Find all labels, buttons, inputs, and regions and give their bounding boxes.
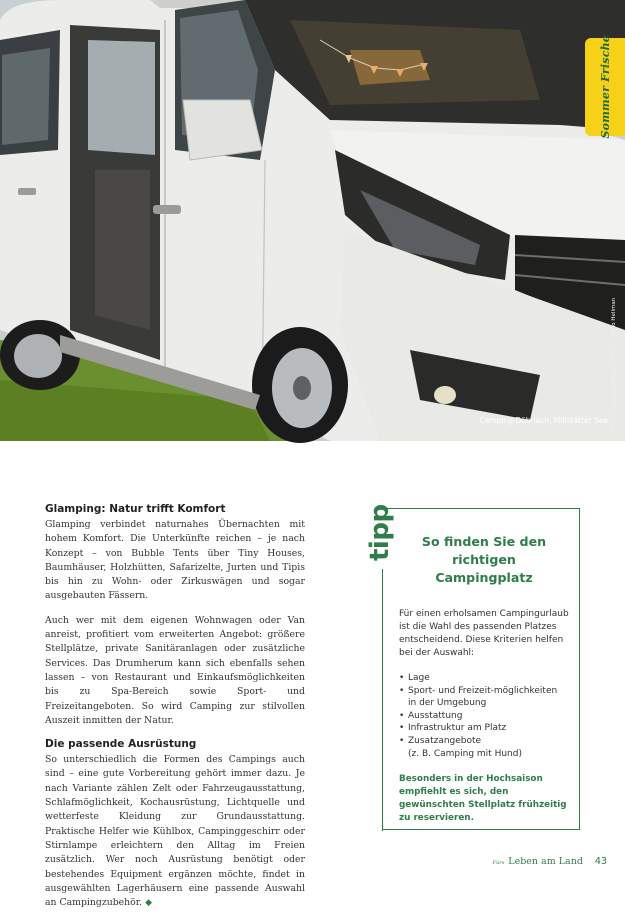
end-mark-icon: ◆ — [145, 898, 153, 909]
article-paragraph-2: Auch wer mit dem eigenen Wohnwagen oder Van anreist, profitiert vom erweiterten Angebot: größere Stellplätze, private Sanitäranlagen oder zusätzliche Services. Das Drumherum kann sich ebenfalls sehen lassen – von Restaurant und Einkaufsmöglichkeiten bis zu Spa-Bereich sowie Sport- und Freizeitangeboten. So wird Camping zur stilvollen Auszeit inmitten der Natur. — [45, 614, 305, 726]
article-paragraph-3-text: So unterschiedlich die Formen des Campings auch sind – eine gute Vorbereitung gehört immer dazu. Je nach Variante zählen Zelt oder Fahrzeugausstattung, Schlafmöglichkeit, Kochausrüstung, Lichtquelle und wetterfeste Kleidung zur Grundausstattung. Praktische Helfer wie Kühlbox, Campinggeschirr oder Stirnlampe erleichtern den Alltag im Freien zusätzlich. Wer noch Ausrüstung benötigt oder bestehendes Equipment ergänzen möchte, findet in ausgewählten Lagerhäusern eine passende Auswahl an Campingzubehör. — [45, 754, 305, 909]
article-heading-equipment: Die passende Ausrüstung — [45, 738, 197, 751]
list-item: • Lage — [399, 672, 571, 685]
article-heading-glamping: Glamping: Natur trifft Komfort — [45, 503, 226, 515]
brand-tab — [585, 35, 625, 139]
article-column — [45, 503, 305, 920]
list-item: • Zusatzangebote — [399, 735, 571, 748]
list-item: (z. B. Camping mit Hund) — [408, 748, 522, 759]
hero-photo — [0, 0, 625, 441]
list-item: • Infrastruktur am Platz — [399, 722, 571, 735]
photo-caption: Camping Döbriach, Millstätter See — [479, 416, 608, 425]
list-item: • Sport- und Freizeit-möglichkeiten — [399, 685, 571, 698]
tip-note: Besonders in der Hochsaison empfiehlt es sich, den gewünschten Stellplatz frühzeitig zu reservieren. — [399, 774, 567, 823]
tip-criteria-list — [399, 672, 571, 760]
tip-title: So finden Sie den richtigen Campingplatz — [421, 534, 547, 585]
tip-label: tipp — [365, 504, 395, 562]
tip-intro: Für einen erholsamen Campingurlaub ist die Wahl des passenden Platzes entscheidend. Diese Kriterien helfen bei der Auswahl: — [399, 609, 569, 658]
camper-van-illustration — [0, 0, 625, 441]
footer-magazine-title: Leben am Land — [508, 856, 583, 867]
footer-brand: Fürs — [492, 860, 505, 866]
article-paragraph-3 — [45, 753, 305, 910]
list-item: in der Umgebung — [408, 698, 487, 709]
article-paragraph-1: Glamping verbindet naturnahes Übernachten mit hohem Komfort. Die Unterkünfte reichen – je nach Konzept – von Bubble Tents über Tiny Houses, Baumhäuser, Holzhütten, Safarizelte, Jurten und Tipis bis hin zu Wohn- oder Zirkuswägen und sogar ausgebauten Fässern. — [45, 519, 305, 602]
photo-credit: Foto: Camping Döbriach, MRH, ... Nuno Hellman — [611, 297, 617, 430]
tip-box — [382, 508, 580, 830]
list-item: • Ausstattung — [399, 710, 571, 723]
page-footer — [493, 856, 607, 867]
page-number: 43 — [594, 856, 607, 867]
brand-tab-label: Sommer Frische — [598, 35, 612, 139]
